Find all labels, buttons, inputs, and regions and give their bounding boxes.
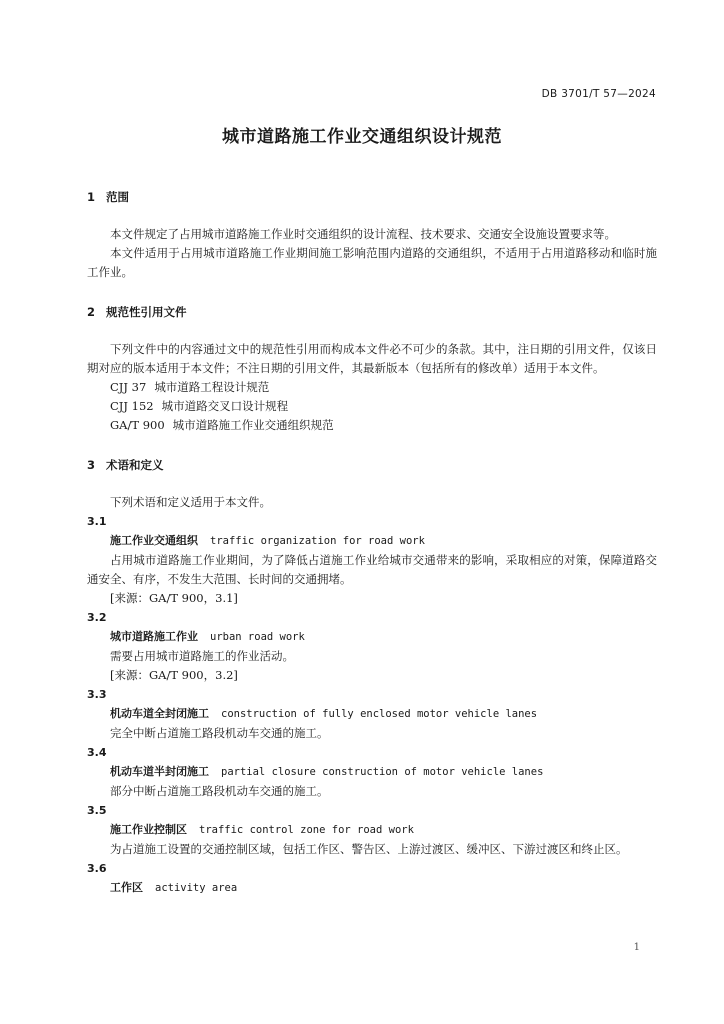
- term-chinese: 城市道路施工作业: [110, 630, 198, 643]
- term-chinese: 机动车道半封闭施工: [110, 765, 209, 778]
- reference-code: CJJ 152: [110, 399, 154, 413]
- reference-code: GA/T 900: [110, 418, 165, 432]
- section-title: 范围: [106, 190, 129, 204]
- paragraph: 本文件规定了占用城市道路施工作业时交通组织的设计流程、技术要求、交通安全设施设置要求等。: [110, 227, 616, 241]
- section-number: 1: [87, 190, 96, 204]
- term-chinese: 施工作业交通组织: [110, 534, 198, 547]
- reference-item: [87, 416, 657, 435]
- section-heading-normative-references: [87, 303, 657, 322]
- document-title: 城市道路施工作业交通组织设计规范: [222, 127, 502, 147]
- reference-name: 城市道路工程设计规范: [154, 380, 270, 394]
- term-number: 3.6: [87, 862, 107, 875]
- term-english: traffic organization for road work: [210, 535, 425, 547]
- section-title: 规范性引用文件: [106, 305, 187, 319]
- section-heading-terms: [87, 456, 657, 475]
- term-english: activity area: [155, 882, 238, 894]
- term-number: 3.3: [87, 688, 107, 701]
- term-heading: [87, 820, 657, 840]
- term-definition: 为占道施工设置的交通控制区域，包括工作区、警告区、上游过渡区、缓冲区、下游过渡区和终止区。: [110, 842, 628, 856]
- document-code: DB 3701/T 57—2024: [541, 88, 656, 100]
- term-heading: [87, 531, 657, 551]
- document-body: [87, 188, 657, 898]
- term-definition: 占用城市道路施工作业期间，为了降低占道施工作业给城市交通带来的影响，采取相应的对策，保障道路交通安全、有序，不发生大范围、长时间的交通拥堵。: [87, 553, 657, 586]
- term-english: traffic control zone for road work: [199, 824, 414, 836]
- term-english: urban road work: [210, 631, 305, 643]
- term-definition: 完全中断占道施工路段机动车交通的施工。: [110, 726, 329, 740]
- term-heading: [87, 878, 657, 898]
- page-number: 1: [633, 942, 640, 953]
- section-number: 3: [87, 458, 96, 472]
- term-heading: [87, 627, 657, 647]
- section-heading-scope: [87, 188, 657, 207]
- reference-item: [87, 378, 657, 397]
- term-definition: 需要占用城市道路施工的作业活动。: [110, 649, 294, 663]
- term-english: construction of fully enclosed motor vehicle lanes: [221, 708, 538, 720]
- term-number: 3.1: [87, 515, 107, 528]
- term-chinese: 施工作业控制区: [110, 823, 187, 836]
- term-number: 3.4: [87, 746, 107, 759]
- paragraph: 下列术语和定义适用于本文件。: [110, 495, 271, 509]
- paragraph: 下列文件中的内容通过文中的规范性引用而构成本文件必不可少的条款。其中，注日期的引用文件，仅该日期对应的版本适用于本文件；不注日期的引用文件，其最新版本（包括所有的修改单）适用于本文件。: [87, 342, 657, 375]
- term-chinese: 工作区: [110, 881, 143, 894]
- reference-name: 城市道路施工作业交通组织规范: [172, 418, 334, 432]
- paragraph: 本文件适用于占用城市道路施工作业期间施工影响范围内道路的交通组织，不适用于占用道路移动和临时施工作业。: [87, 246, 657, 279]
- term-number: 3.5: [87, 804, 107, 817]
- term-heading: [87, 704, 657, 724]
- reference-name: 城市道路交叉口设计规程: [161, 399, 289, 413]
- term-english: partial closure construction of motor vehicle lanes: [221, 766, 544, 778]
- term-source: [来源：GA/T 900，3.1]: [110, 591, 238, 605]
- section-number: 2: [87, 305, 96, 319]
- term-chinese: 机动车道全封闭施工: [110, 707, 209, 720]
- reference-code: CJJ 37: [110, 380, 147, 394]
- reference-item: [87, 397, 657, 416]
- term-number: 3.2: [87, 611, 107, 624]
- term-definition: 部分中断占道施工路段机动车交通的施工。: [110, 784, 329, 798]
- term-source: [来源：GA/T 900，3.2]: [110, 668, 238, 682]
- term-heading: [87, 762, 657, 782]
- section-title: 术语和定义: [106, 458, 164, 472]
